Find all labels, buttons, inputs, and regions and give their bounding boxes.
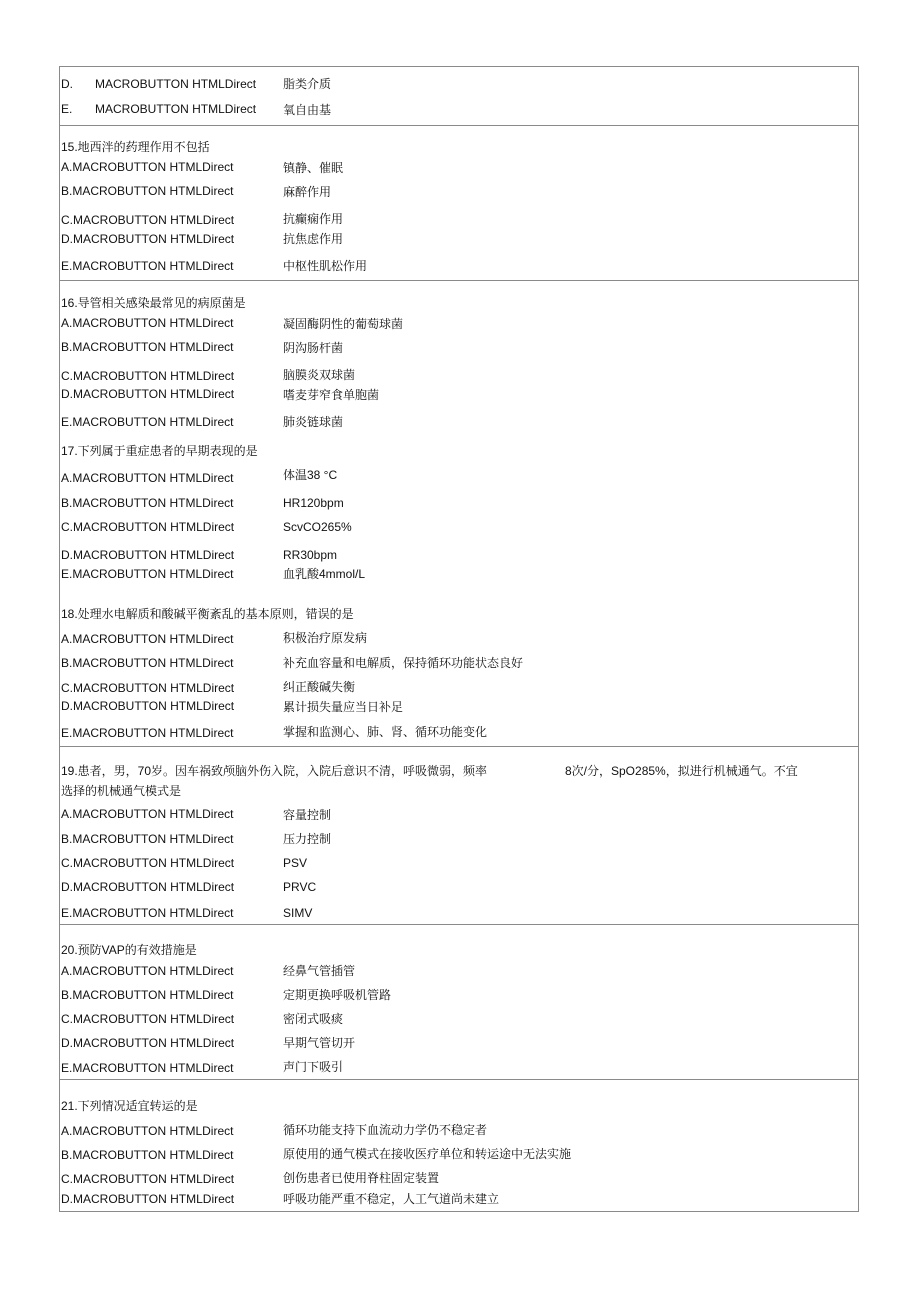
option-answer: 脑膜炎双球菌 — [283, 368, 356, 382]
option-label: A.MACROBUTTON HTMLDirect — [61, 160, 234, 174]
section-divider — [60, 1079, 858, 1080]
option-answer: 积极治疗原发病 — [283, 631, 368, 645]
option-letter: D. — [61, 77, 73, 91]
question-title: 19.患者，男，70岁。因车祸致颅脑外伤入院，入院后意识不清，呼吸微弱，频率 — [61, 764, 488, 778]
option-answer: 累计损失量应当日补足 — [283, 700, 404, 714]
option-answer: PSV — [283, 856, 308, 870]
option-answer: 阴沟肠杆菌 — [283, 341, 344, 355]
section-divider — [60, 924, 858, 925]
option-label: D.MACROBUTTON HTMLDirect — [61, 1192, 235, 1206]
option-answer: 原使用的通气模式在接收医疗单位和转运途中无法实施 — [283, 1147, 572, 1161]
option-label: E.MACROBUTTON HTMLDirect — [61, 567, 234, 581]
question-title: 17.下列属于重症患者的早期表现的是 — [61, 444, 258, 458]
option-label: C.MACROBUTTON HTMLDirect — [61, 369, 235, 383]
option-label: C.MACROBUTTON HTMLDirect — [61, 1012, 235, 1026]
option-label: E.MACROBUTTON HTMLDirect — [61, 415, 234, 429]
option-code: MACROBUTTON HTMLDirect — [95, 102, 257, 116]
option-label: C.MACROBUTTON HTMLDirect — [61, 681, 235, 695]
option-answer: 氧自由基 — [283, 103, 332, 117]
option-answer: 早期气管切开 — [283, 1036, 356, 1050]
question-title: 16.导管相关感染最常见的病原菌是 — [61, 296, 246, 310]
option-answer: RR30bpm — [283, 548, 338, 562]
option-code: MACROBUTTON HTMLDirect — [95, 77, 257, 91]
question-title: 21.下列情况适宜转运的是 — [61, 1099, 198, 1113]
option-answer: 创伤患者已使用脊柱固定装置 — [283, 1171, 440, 1185]
option-answer: 掌握和监测心、肺、肾、循环功能变化 — [283, 725, 488, 739]
option-answer: 定期更换呼吸机管路 — [283, 988, 392, 1002]
option-label: E.MACROBUTTON HTMLDirect — [61, 259, 234, 273]
option-label: D.MACROBUTTON HTMLDirect — [61, 1036, 235, 1050]
option-label: D.MACROBUTTON HTMLDirect — [61, 699, 235, 713]
section-divider — [60, 280, 858, 281]
option-answer: SIMV — [283, 906, 313, 920]
option-answer: 压力控制 — [283, 832, 332, 846]
option-label: E.MACROBUTTON HTMLDirect — [61, 1061, 234, 1075]
option-label: A.MACROBUTTON HTMLDirect — [61, 632, 234, 646]
question-title: 18.处理水电解质和酸碱平衡紊乱的基本原则，错误的是 — [61, 607, 354, 621]
option-answer: HR120bpm — [283, 496, 344, 510]
option-label: D.MACROBUTTON HTMLDirect — [61, 232, 235, 246]
option-label: C.MACROBUTTON HTMLDirect — [61, 1172, 235, 1186]
exam-frame — [59, 66, 859, 1212]
option-answer: 补充血容量和电解质，保持循环功能状态良好 — [283, 656, 524, 670]
option-label: E.MACROBUTTON HTMLDirect — [61, 726, 234, 740]
section-divider — [60, 746, 858, 747]
option-answer: 呼吸功能严重不稳定，人工气道尚未建立 — [283, 1192, 500, 1206]
option-label: D.MACROBUTTON HTMLDirect — [61, 880, 235, 894]
option-answer: 麻醉作用 — [283, 185, 332, 199]
option-answer: 声门下吸引 — [283, 1060, 344, 1074]
option-answer: 抗焦虑作用 — [283, 232, 344, 246]
option-label: A.MACROBUTTON HTMLDirect — [61, 964, 234, 978]
option-label: C.MACROBUTTON HTMLDirect — [61, 856, 235, 870]
option-answer: 经鼻气管插管 — [283, 964, 356, 978]
option-label: B.MACROBUTTON HTMLDirect — [61, 496, 234, 510]
option-answer: ScvCO265% — [283, 520, 352, 534]
option-label: B.MACROBUTTON HTMLDirect — [61, 656, 234, 670]
question-title: 15.地西泮的药理作用不包括 — [61, 140, 210, 154]
option-letter: E. — [61, 102, 73, 116]
option-label: B.MACROBUTTON HTMLDirect — [61, 988, 234, 1002]
option-answer: 容量控制 — [283, 808, 332, 822]
option-label: A.MACROBUTTON HTMLDirect — [61, 471, 234, 485]
option-answer: 体温38 °C — [283, 468, 338, 482]
option-answer: 中枢性肌松作用 — [283, 259, 368, 273]
option-answer: PRVC — [283, 880, 317, 894]
question-title: 20.预防VAP的有效措施是 — [61, 943, 197, 957]
option-answer: 抗癫痫作用 — [283, 212, 344, 226]
option-answer: 肺炎链球菌 — [283, 415, 344, 429]
option-answer: 镇静、催眠 — [283, 161, 344, 175]
option-answer: 血乳酸4mmol/L — [283, 567, 366, 581]
option-label: B.MACROBUTTON HTMLDirect — [61, 184, 234, 198]
option-label: C.MACROBUTTON HTMLDirect — [61, 213, 235, 227]
question-title-line2: 选择的机械通气模式是 — [61, 784, 182, 798]
option-label: E.MACROBUTTON HTMLDirect — [61, 906, 234, 920]
question-title-continued: 8次/分，SpO285%，拟进行机械通气。不宜 — [565, 764, 798, 778]
option-answer: 纠正酸碱失衡 — [283, 680, 356, 694]
option-answer: 凝固酶阴性的葡萄球菌 — [283, 317, 404, 331]
option-label: B.MACROBUTTON HTMLDirect — [61, 832, 234, 846]
option-answer: 循环功能支持下血流动力学仍不稳定者 — [283, 1123, 488, 1137]
option-label: D.MACROBUTTON HTMLDirect — [61, 548, 235, 562]
option-label: D.MACROBUTTON HTMLDirect — [61, 387, 235, 401]
option-answer: 脂类介质 — [283, 77, 332, 91]
option-answer: 密闭式吸痰 — [283, 1012, 344, 1026]
option-label: B.MACROBUTTON HTMLDirect — [61, 1148, 234, 1162]
option-label: A.MACROBUTTON HTMLDirect — [61, 1124, 234, 1138]
option-label: A.MACROBUTTON HTMLDirect — [61, 316, 234, 330]
option-label: C.MACROBUTTON HTMLDirect — [61, 520, 235, 534]
option-answer: 嗜麦芽窄食单胞菌 — [283, 388, 380, 402]
option-label: A.MACROBUTTON HTMLDirect — [61, 807, 234, 821]
option-label: B.MACROBUTTON HTMLDirect — [61, 340, 234, 354]
section-divider — [60, 125, 858, 126]
